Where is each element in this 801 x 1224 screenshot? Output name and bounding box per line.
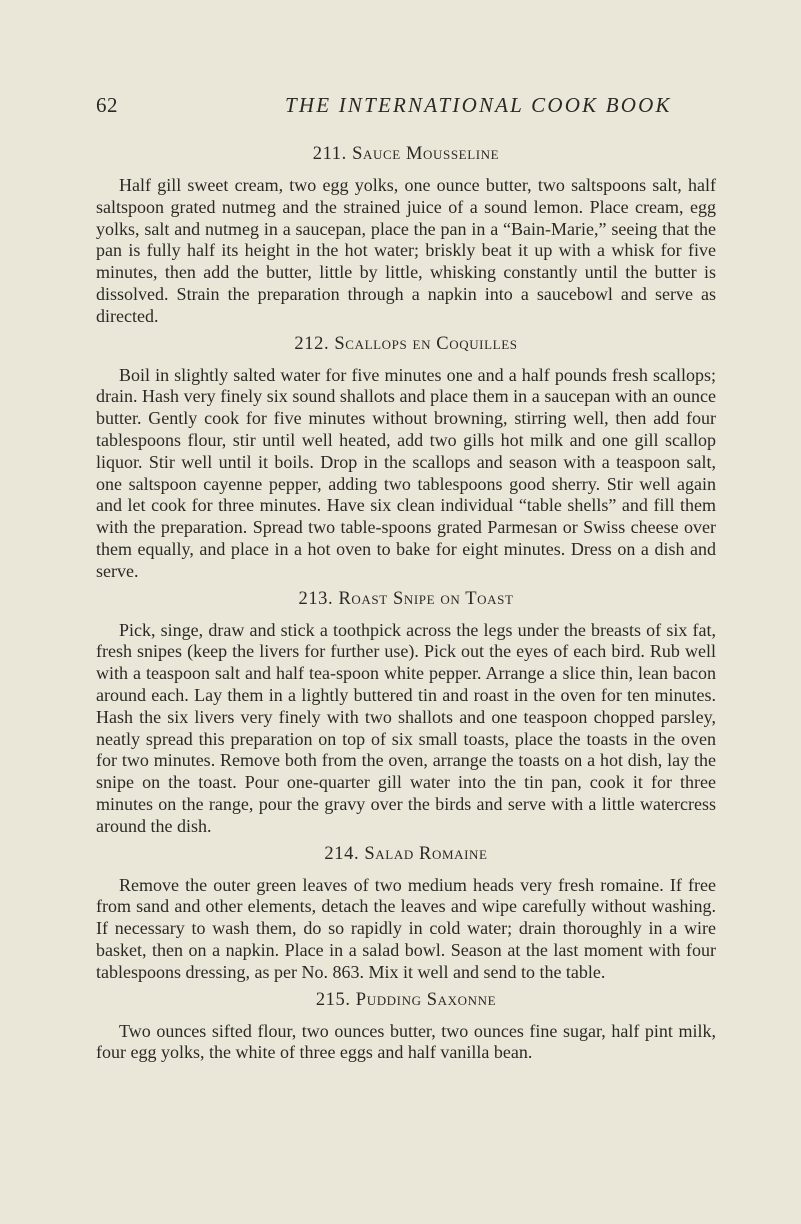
page-content — [96, 138, 716, 1064]
book-title: THE INTERNATIONAL COOK BOOK — [285, 93, 672, 117]
page-number: 62 — [96, 93, 118, 117]
recipe-214 — [96, 844, 716, 984]
running-head — [0, 93, 801, 123]
recipe-212 — [96, 334, 716, 583]
recipe-body: Two ounces sifted flour, two ounces butter, two ounces fine sugar, half pint milk, four egg yolks, the white of three eggs and half vanilla bean. — [96, 1020, 716, 1063]
recipe-title: 213. Roast Snipe on Toast — [298, 588, 514, 609]
recipe-title: 215. Pudding Saxonne — [315, 989, 497, 1010]
recipe-title: 214. Salad Romaine — [324, 843, 488, 864]
recipe-title: 212. Scallops en Coquilles — [294, 333, 518, 354]
recipe-body: Half gill sweet cream, two egg yolks, one ounce butter, two saltspoons salt, half saltspoon grated nutmeg and the strained juice of a sound lemon. Place cream, egg yolks, salt and nutmeg in a saucepan, place the pan in a “Bain-Marie,” seeing that the pan is fully half its height in the hot water; briskly beat it up with a whisk for five minutes, then add the butter, little by little, whisking constantly until the butter is dissolved. Strain the preparation through a napkin into a saucebowl and serve as directed. — [96, 175, 716, 326]
recipe-body: Remove the outer green leaves of two medium heads very fresh romaine. If free from sand and other elements, detach the leaves and wipe carefully without washing. If necessary to wash them, do so rapidly in cold water; drain thoroughly in a wire basket, then on a napkin. Place in a salad bowl. Season at the last moment with four tablespoons dressing, as per No. 863. Mix it well and send to the table. — [96, 874, 716, 982]
recipe-body: Boil in slightly salted water for five minutes one and a half pounds fresh scallops; drain. Hash very finely six sound shallots and place them in a saucepan with an ounce butter. Gently cook for five minutes without browning, stirring well, then add four tablespoons flour, stir until well heated, add two gills hot milk and one gill scallop liquor. Stir well until it boils. Drop in the scallops and season with a teaspoon salt, one saltspoon cayenne pepper, adding two tablespoons good sherry. Stir well again and let cook for three minutes. Have six clean individual “table shells” and fill them with the preparation. Spread two table-spoons grated Parmesan or Swiss cheese over them equally, and place in a hot oven to bake for eight minutes. Dress on a dish and serve. — [96, 364, 716, 581]
recipe-title: 211. Sauce Mousseline — [312, 144, 500, 164]
recipe-body: Pick, singe, draw and stick a toothpick across the legs under the breasts of six fat, fresh snipes (keep the livers for further use). Pick out the eyes of each bird. Rub well with a teaspoon salt and half tea-spoon white pepper. Arrange a slice thin, lean bacon around each. Lay them in a lightly buttered tin and roast in the oven for ten minutes. Hash the six livers very finely with two shallots and one teaspoon chopped parsley, neatly spread this preparation on top of six small toasts, place the toasts in the oven for two minutes. Remove both from the oven, arrange the toasts on a hot dish, lay the snipe on the toast. Pour one-quarter gill water into the tin pan, cook it for three minutes on the range, pour the gravy over the birds and serve with a little watercress around the dish. — [96, 619, 716, 836]
recipe-211 — [96, 144, 716, 328]
recipe-213 — [96, 589, 716, 838]
recipe-215 — [96, 990, 716, 1065]
